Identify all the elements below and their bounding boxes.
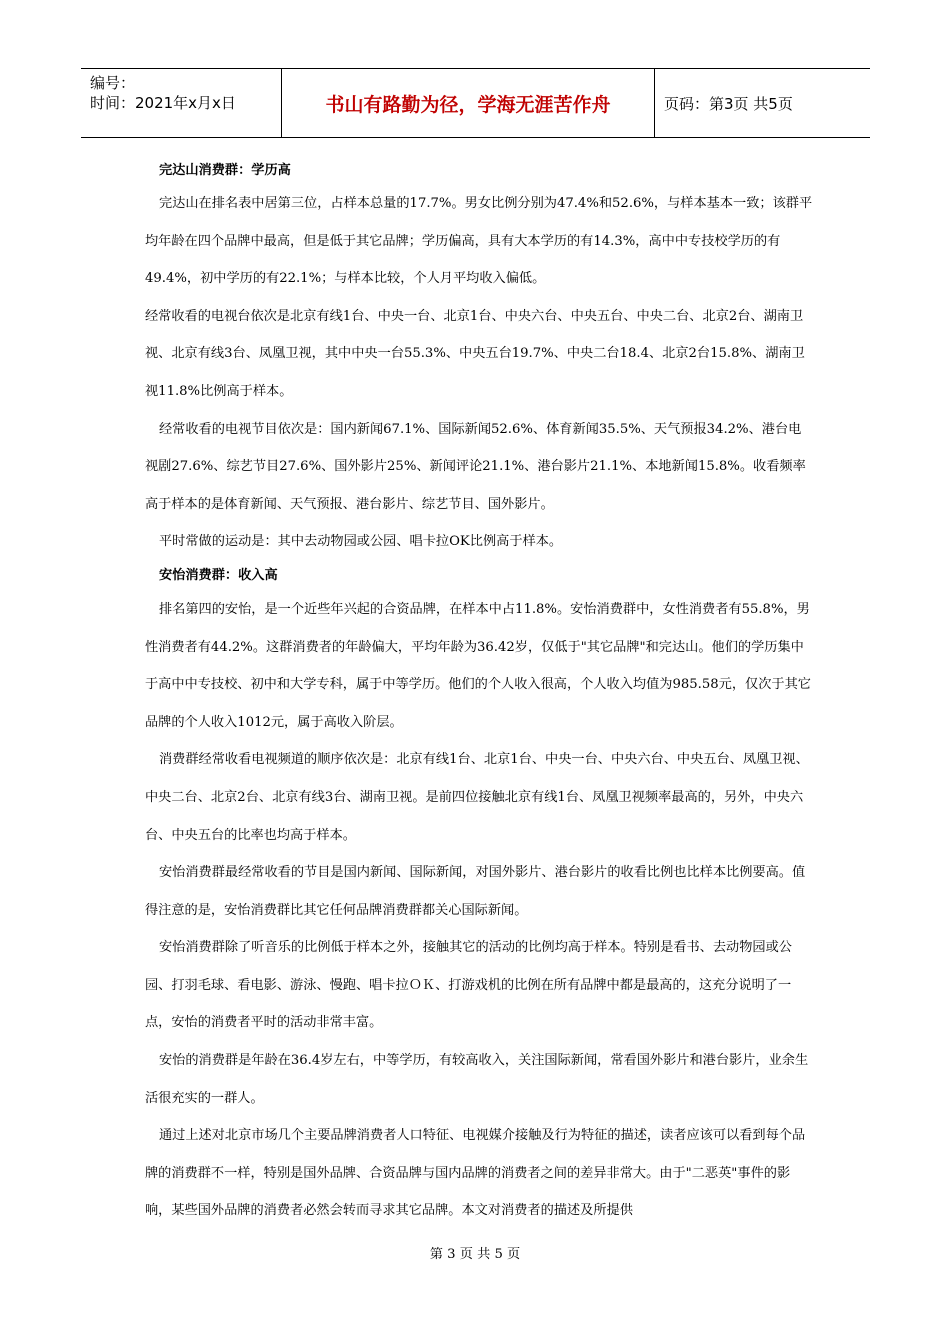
paragraph: 排名第四的安怡，是一个近些年兴起的合资品牌，在样本中占11.8%。安怡消费群中，女性消费者有55.8%，男性消费者有44.2%。这群消费者的年龄偏大，平均年龄为36.42岁，仅低于"其它品牌"和完达山。他们的学历集中于高中中专技校、初中和大学专科，属于中等学历。他们的个人收入很高，个人收入均值为985.58元，仅次于其它品牌的个人收入1012元，属于高收入阶层。 — [145, 601, 811, 730]
doc-time-label: 时间：2021年x月x日 — [90, 94, 236, 112]
section-heading-anyi: 安怡消费群：收入高 — [159, 567, 278, 583]
paragraph: 安怡消费群除了听音乐的比例低于样本之外，接触其它的活动的比例均高于样本。特别是看书、去动物园或公园、打羽毛球、看电影、游泳、慢跑、唱卡拉ＯＫ、打游戏机的比例在所有品牌中都是最高的，这充分说明了一点，安怡的消费者平时的活动非常丰富。 — [145, 940, 792, 1031]
page-header — [81, 68, 870, 138]
document-body — [145, 157, 813, 1230]
header-motto: 书山有路勤为径，学海无涯苦作舟 — [325, 93, 611, 116]
paragraph: 完达山在排名表中居第三位，占样本总量的17.7%。男女比例分别为47.4%和52.6%，与样本基本一致；该群平均年龄在四个品牌中最高，但是低于其它品牌；学历偏高，具有大本学历的有14.3%，高中中专技校学历的有49.4%，初中学历的有22.1%；与样本比较，个人月平均收入偏低。 — [145, 196, 813, 287]
header-divider — [654, 69, 655, 137]
paragraph: 安怡消费群最经常收看的节目是国内新闻、国际新闻，对国外影片、港台影片的收看比例也比样本比例要高。值得注意的是，安怡消费群比其它任何品牌消费群都关心国际新闻。 — [145, 865, 806, 918]
paragraph: 经常收看的电视节目依次是：国内新闻67.1%、国际新闻52.6%、体育新闻35.5%、天气预报34.2%、港台电视剧27.6%、综艺节目27.6%、国外影片25%、新闻评论21.1%、港台影片21.1%、本地新闻15.8%。收看频率高于样本的是体育新闻、天气预报、港台影片、综艺节目、国外影片。 — [145, 421, 806, 512]
paragraph: 平时常做的运动是：其中去动物园或公园、唱卡拉OK比例高于样本。 — [159, 534, 563, 550]
header-page-number: 页码：第3页 共5页 — [664, 94, 793, 113]
doc-code-label: 编号： — [90, 74, 136, 92]
paragraph: 安怡的消费群是年龄在36.4岁左右，中等学历，有较高收入，关注国际新闻，常看国外影片和港台影片，业余生活很充实的一群人。 — [145, 1053, 809, 1106]
section-heading-wandashan: 完达山消费群：学历高 — [159, 163, 291, 178]
paragraph: 消费群经常收看电视频道的顺序依次是：北京有线1台、北京1台、中央一台、中央六台、中央五台、凤凰卫视、中央二台、北京2台、北京有线3台、湖南卫视。是前四位接触北京有线1台、凤凰卫视频率最高的，另外，中央六台、中央五台的比率也均高于样本。 — [145, 752, 809, 843]
page-footer: 第 3 页 共 5 页 — [429, 1247, 521, 1262]
paragraph: 经常收看的电视台依次是北京有线1台、中央一台、北京1台、中央六台、中央五台、中央二台、北京2台、湖南卫视、北京有线3台、凤凰卫视，其中中央一台55.3%、中央五台19.7%、中央二台18.4、北京2台15.8%、湖南卫视11.8%比例高于样本。 — [145, 308, 805, 399]
paragraph: 通过上述对北京市场几个主要品牌消费者人口特征、电视媒介接触及行为特征的描述，读者应该可以看到每个品牌的消费群不一样，特别是国外品牌、合资品牌与国内品牌的消费者之间的差异非常大。由于"二恶英"事件的影响，某些国外品牌的消费者必然会转而寻求其它品牌。本文对消费者的描述及所提供 — [145, 1128, 806, 1219]
header-meta — [81, 69, 281, 137]
